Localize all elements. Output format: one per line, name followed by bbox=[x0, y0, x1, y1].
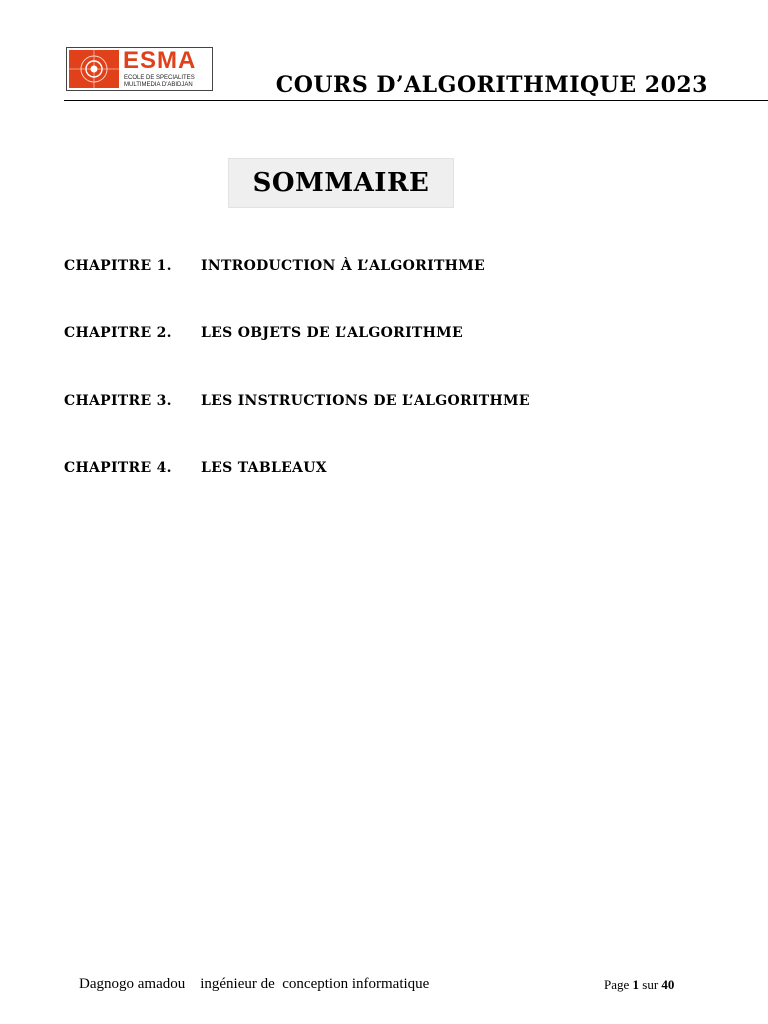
logo-wordmark: ESMA bbox=[123, 47, 197, 74]
header-divider bbox=[64, 100, 768, 101]
page-prefix: Page bbox=[604, 977, 630, 992]
page-total: 40 bbox=[661, 977, 675, 992]
logo-subtitle-line1: ECOLE DE SPECIALITES bbox=[124, 75, 195, 81]
toc-chapter-number: CHAPITRE 4. bbox=[64, 460, 172, 476]
toc-chapter-number: CHAPITRE 1. bbox=[64, 258, 172, 274]
toc-chapter-title: INTRODUCTION À L’ALGORITHME bbox=[201, 258, 485, 274]
summary-title: SOMMAIRE bbox=[252, 168, 430, 198]
toc-chapter-number: CHAPITRE 3. bbox=[64, 393, 172, 409]
toc-chapter-number: CHAPITRE 2. bbox=[64, 325, 172, 341]
page-separator: sur bbox=[642, 977, 659, 992]
esma-logo bbox=[66, 47, 213, 91]
logo-subtitle-line2: MULTIMEDIA D'ABIDJAN bbox=[124, 82, 193, 88]
footer-author: Dagnogo amadou ingénieur de conception informatique bbox=[79, 976, 430, 992]
toc-chapter-title: LES OBJETS DE L’ALGORITHME bbox=[201, 325, 463, 341]
toc-chapter-title: LES INSTRUCTIONS DE L’ALGORITHME bbox=[201, 393, 530, 409]
toc-chapter-title: LES TABLEAUX bbox=[201, 460, 327, 476]
target-logo-icon bbox=[69, 50, 119, 88]
footer-page-number bbox=[604, 977, 674, 993]
document-header-title: COURS D’ALGORITHMIQUE 2023 bbox=[275, 72, 708, 98]
page-current: 1 bbox=[632, 977, 640, 992]
summary-heading-box bbox=[228, 158, 454, 208]
